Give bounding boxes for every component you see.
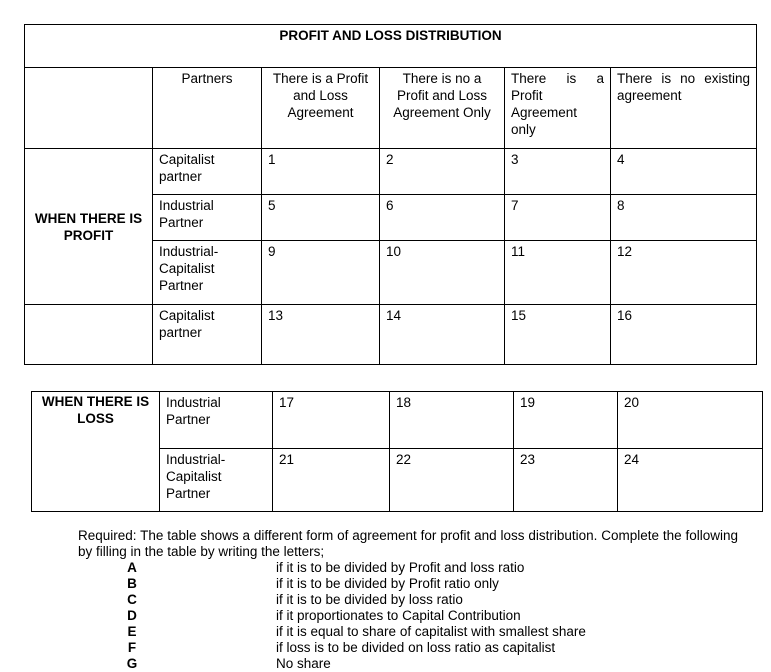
answer-cell[interactable]: 22 [390,449,514,512]
answer-cell[interactable]: 2 [380,149,505,195]
instructions [78,528,738,672]
option-letter: B [127,576,137,591]
answer-cell[interactable]: 4 [611,149,757,195]
answer-cell[interactable]: 1 [262,149,380,195]
empty-corner-cell [25,68,153,149]
answer-cell[interactable]: 14 [380,305,505,365]
required-text: Required: The table shows a different form of agreement for profit and loss distribution. Complete the following by filling in the table by writing the letters; [78,528,738,559]
partner-label: Industrial Partner [153,195,262,241]
partner-label: Industrial-Capitalist Partner [160,449,273,512]
option-row [78,640,738,656]
answer-cell[interactable]: 7 [505,195,611,241]
option-text: No share [276,656,331,671]
answer-cell[interactable]: 15 [505,305,611,365]
option-text: if loss is to be divided on loss ratio as capitalist [276,640,556,655]
option-letter: E [127,624,137,639]
option-text: if it is to be divided by Profit ratio only [276,576,499,591]
loss-distribution-table [31,391,763,512]
partner-label: Capitalist partner [153,305,262,365]
answer-cell[interactable]: 12 [611,241,757,305]
table-title: PROFIT AND LOSS DISTRIBUTION [25,25,757,68]
option-letter: D [127,608,137,623]
header-no-pl-agreement: There is no a Profit and Loss Agreement Only [380,68,505,149]
partner-label: Industrial Partner [160,392,273,449]
partner-label: Capitalist partner [153,149,262,195]
answer-cell[interactable]: 24 [618,449,763,512]
answer-cell[interactable]: 20 [618,392,763,449]
answer-cell[interactable]: 11 [505,241,611,305]
option-letter: F [127,640,137,655]
answer-cell[interactable]: 6 [380,195,505,241]
header-pl-agreement: There is a Profit and Loss Agreement [262,68,380,149]
option-letter: A [127,560,137,575]
option-row [78,656,738,672]
header-profit-agreement-only: There is a Profit Agreement only [505,68,611,149]
answer-cell[interactable]: 19 [514,392,618,449]
answer-cell[interactable]: 13 [262,305,380,365]
option-text: if it is to be divided by loss ratio [276,592,463,607]
option-text: if it is equal to share of capitalist with smallest share [276,624,586,639]
option-letter: C [127,592,137,607]
loss-section-label: WHEN THERE IS LOSS [32,392,160,512]
header-no-existing-agreement: There is no existing agreement [611,68,757,149]
option-row [78,576,738,592]
answer-cell[interactable]: 10 [380,241,505,305]
partners-header: Partners [153,68,262,149]
answer-cell[interactable]: 21 [273,449,390,512]
option-letter: G [126,656,138,671]
partner-label: Industrial-Capitalist Partner [153,241,262,305]
empty-label-cell [25,305,153,365]
answer-cell[interactable]: 23 [514,449,618,512]
answer-cell[interactable]: 9 [262,241,380,305]
option-row [78,592,738,608]
answer-cell[interactable]: 18 [390,392,514,449]
option-row [78,560,738,576]
answer-cell[interactable]: 17 [273,392,390,449]
answer-cell[interactable]: 5 [262,195,380,241]
option-text: if it proportionates to Capital Contribution [276,608,521,623]
option-text: if it is to be divided by Profit and loss ratio [276,560,525,575]
option-row [78,624,738,640]
answer-cell[interactable]: 3 [505,149,611,195]
option-row [78,608,738,624]
profit-distribution-table [24,24,757,365]
answer-cell[interactable]: 16 [611,305,757,365]
profit-section-label: WHEN THERE IS PROFIT [25,149,153,305]
answer-cell[interactable]: 8 [611,195,757,241]
